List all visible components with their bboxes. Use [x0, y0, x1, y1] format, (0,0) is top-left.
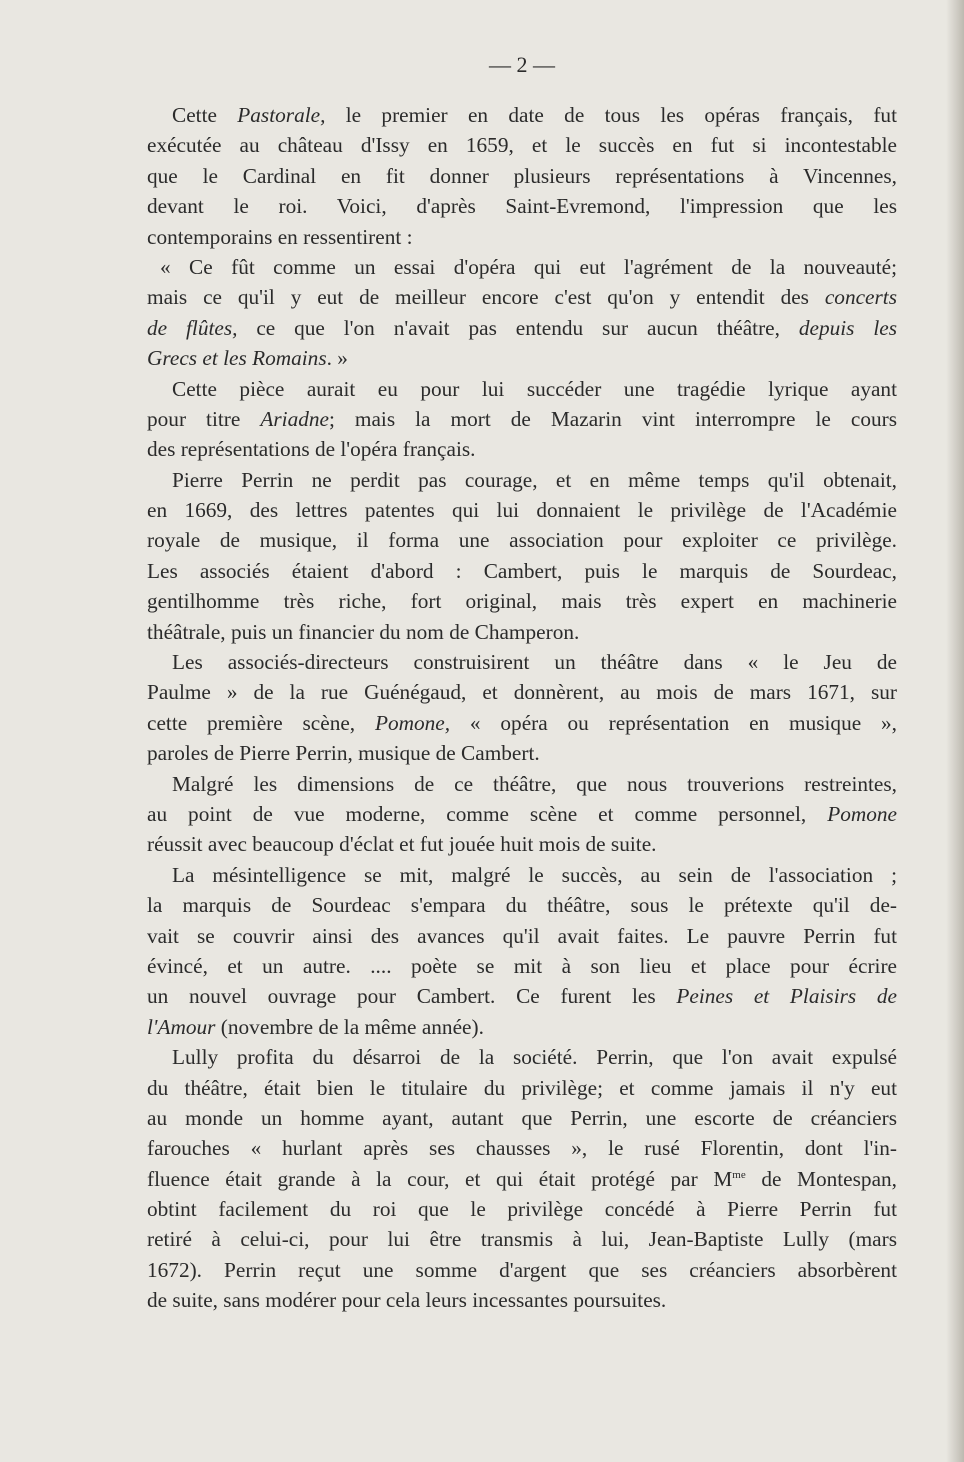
- text-line: [147, 222, 897, 252]
- text-line: [147, 313, 897, 343]
- text-segment: le premier en date de tous les opéras français, fut: [325, 103, 897, 127]
- text-line: [147, 556, 897, 586]
- text-line: [147, 191, 897, 221]
- text-segment: évincé, et un autre. .... poète se mit à son lieu et place pour écrire: [147, 953, 897, 978]
- text-line: [147, 677, 897, 707]
- text-line: [147, 1042, 897, 1072]
- text-line: [147, 799, 897, 829]
- italic-text: Pomone: [827, 801, 897, 826]
- text-line: [147, 1012, 897, 1042]
- text-line: [147, 1224, 897, 1254]
- text-segment: Pierre Perrin ne perdit pas courage, et en même temps qu'il obtenait,: [172, 467, 897, 492]
- italic-text: Pastorale,: [237, 103, 326, 127]
- text-segment: « Ce fût comme un essai d'opéra qui eut l'agrément de la nouveauté;: [160, 254, 897, 279]
- text-segment: un nouvel ouvrage pour Cambert. Ce furent les: [147, 984, 677, 1009]
- text-line: [147, 738, 897, 768]
- text-line: [147, 1285, 897, 1315]
- text-segment: que le Cardinal en fit donner plusieurs représentations à Vincennes,: [147, 163, 897, 188]
- italic-text: depuis les: [798, 315, 897, 340]
- text-line: [147, 404, 897, 434]
- text-line: [147, 617, 897, 647]
- italic-text: l'Amour: [147, 1014, 216, 1039]
- text-segment: La mésintelligence se mit, malgré le succès, au sein de l'association ;: [172, 862, 897, 887]
- text-segment: contemporains en ressentirent :: [147, 224, 413, 249]
- text-segment: Malgré les dimensions de ce théâtre, que nous trouverions restreintes,: [172, 771, 897, 796]
- italic-text: Grecs et les Romains: [147, 346, 327, 371]
- text-line: [147, 829, 897, 859]
- text-segment: obtint facilement du roi que le privilège concédé à Pierre Perrin fut: [147, 1197, 897, 1222]
- text-line: [147, 495, 897, 525]
- text-line: [147, 647, 897, 677]
- text-line: [147, 586, 897, 616]
- text-line: [147, 161, 897, 191]
- text-line: [147, 890, 897, 920]
- text-line: [147, 860, 897, 890]
- italic-text: de flûtes,: [147, 315, 238, 340]
- text-line: [147, 921, 897, 951]
- text-line: [147, 282, 897, 312]
- text-segment: fluence était grande à la cour, et qui était protégé par M: [147, 1166, 733, 1191]
- text-segment: me: [732, 1168, 746, 1181]
- text-segment: réussit avec beaucoup d'éclat et fut jouée huit mois de suite.: [147, 832, 657, 857]
- text-segment: au monde un homme ayant, autant que Perrin, une escorte de créanciers: [147, 1105, 897, 1130]
- text-segment: théâtrale, puis un financier du nom de Champeron.: [147, 619, 580, 644]
- text-line: [147, 1194, 897, 1224]
- text-line: [147, 130, 897, 160]
- text-segment: « opéra ou représentation en musique »,: [450, 710, 897, 735]
- page-body-text: [147, 100, 897, 1316]
- text-line: [147, 708, 897, 738]
- text-line: [147, 1133, 897, 1163]
- text-segment: Cette pièce aurait eu pour lui succéder une tragédie lyrique ayant: [172, 376, 897, 401]
- page-number: — 2 —: [489, 52, 555, 77]
- italic-text: concerts: [824, 285, 897, 310]
- text-segment: la marquis de Sourdeac s'empara du théâtre, sous le prétexte qu'il de-: [147, 893, 897, 918]
- text-line: [147, 769, 897, 799]
- text-segment: des représentations de l'opéra français.: [147, 437, 476, 462]
- text-segment: Paulme » de la rue Guénégaud, et donnèrent, au mois de mars 1671, sur: [147, 680, 897, 705]
- text-segment: vait se couvrir ainsi des avances qu'il avait faites. Le pauvre Perrin fut: [147, 923, 897, 948]
- text-line: [147, 981, 897, 1011]
- text-line: [147, 1103, 897, 1133]
- text-segment: (novembre de la même année).: [215, 1014, 484, 1039]
- italic-text: Pomone,: [374, 710, 451, 735]
- text-segment: gentilhomme très riche, fort original, mais très expert en machinerie: [147, 589, 897, 614]
- text-line: [147, 434, 897, 464]
- text-segment: ; mais la mort de Mazarin vint interrompre le cours: [328, 406, 898, 431]
- text-line: [147, 374, 897, 404]
- italic-text: Ariadne: [260, 406, 329, 431]
- text-segment: au point de vue moderne, comme scène et comme personnel,: [147, 801, 828, 826]
- text-line: [147, 100, 897, 130]
- text-segment: Les associés étaient d'abord : Cambert, puis le marquis de Sourdeac,: [147, 558, 897, 583]
- text-segment: de suite, sans modérer pour cela leurs incessantes poursuites.: [147, 1288, 667, 1313]
- text-line: [147, 1073, 897, 1103]
- text-segment: Les associés-directeurs construisirent un théâtre dans « le Jeu de: [172, 650, 897, 675]
- text-segment: exécutée au château d'Issy en 1659, et le succès en fut si incontestable: [147, 133, 897, 158]
- text-line: [147, 1255, 897, 1285]
- text-line: [147, 525, 897, 555]
- text-line: [147, 343, 897, 373]
- text-segment: ce que l'on n'avait pas entendu sur aucun théâtre,: [237, 315, 799, 340]
- text-segment: en 1669, des lettres patentes qui lui donnaient le privilège de l'Académie: [147, 498, 897, 523]
- text-segment: du théâtre, était bien le titulaire du privilège; et comme jamais il n'y eut: [147, 1075, 897, 1100]
- text-segment: cette première scène,: [147, 710, 375, 735]
- text-segment: farouches « hurlant après ses chausses », le rusé Florentin, dont l'in-: [147, 1136, 897, 1161]
- text-line: [147, 252, 897, 282]
- text-line: [147, 465, 897, 495]
- text-segment: . »: [326, 346, 348, 371]
- text-segment: pour titre: [147, 406, 261, 431]
- text-segment: de Montespan,: [745, 1166, 897, 1191]
- text-segment: Lully profita du désarroi de la société. Perrin, que l'on avait expulsé: [172, 1045, 897, 1070]
- text-segment: mais ce qu'il y eut de meilleur encore c'est qu'on y entendit des: [147, 285, 825, 310]
- text-segment: Cette: [172, 103, 238, 127]
- text-segment: royale de musique, il forma une association pour exploiter ce privilège.: [147, 528, 897, 553]
- text-segment: retiré à celui-ci, pour lui être transmis à lui, Jean-Baptiste Lully (mars: [147, 1227, 897, 1252]
- text-line: [147, 1164, 897, 1194]
- scan-edge: [946, 0, 964, 1462]
- text-segment: paroles de Pierre Perrin, musique de Cambert.: [147, 741, 540, 766]
- text-line: [147, 951, 897, 981]
- italic-text: Peines et Plaisirs de: [676, 984, 898, 1009]
- text-segment: devant le roi. Voici, d'après Saint-Evremond, l'impression que les: [147, 194, 897, 219]
- text-segment: 1672). Perrin reçut une somme d'argent que ses créanciers absorbèrent: [147, 1257, 897, 1282]
